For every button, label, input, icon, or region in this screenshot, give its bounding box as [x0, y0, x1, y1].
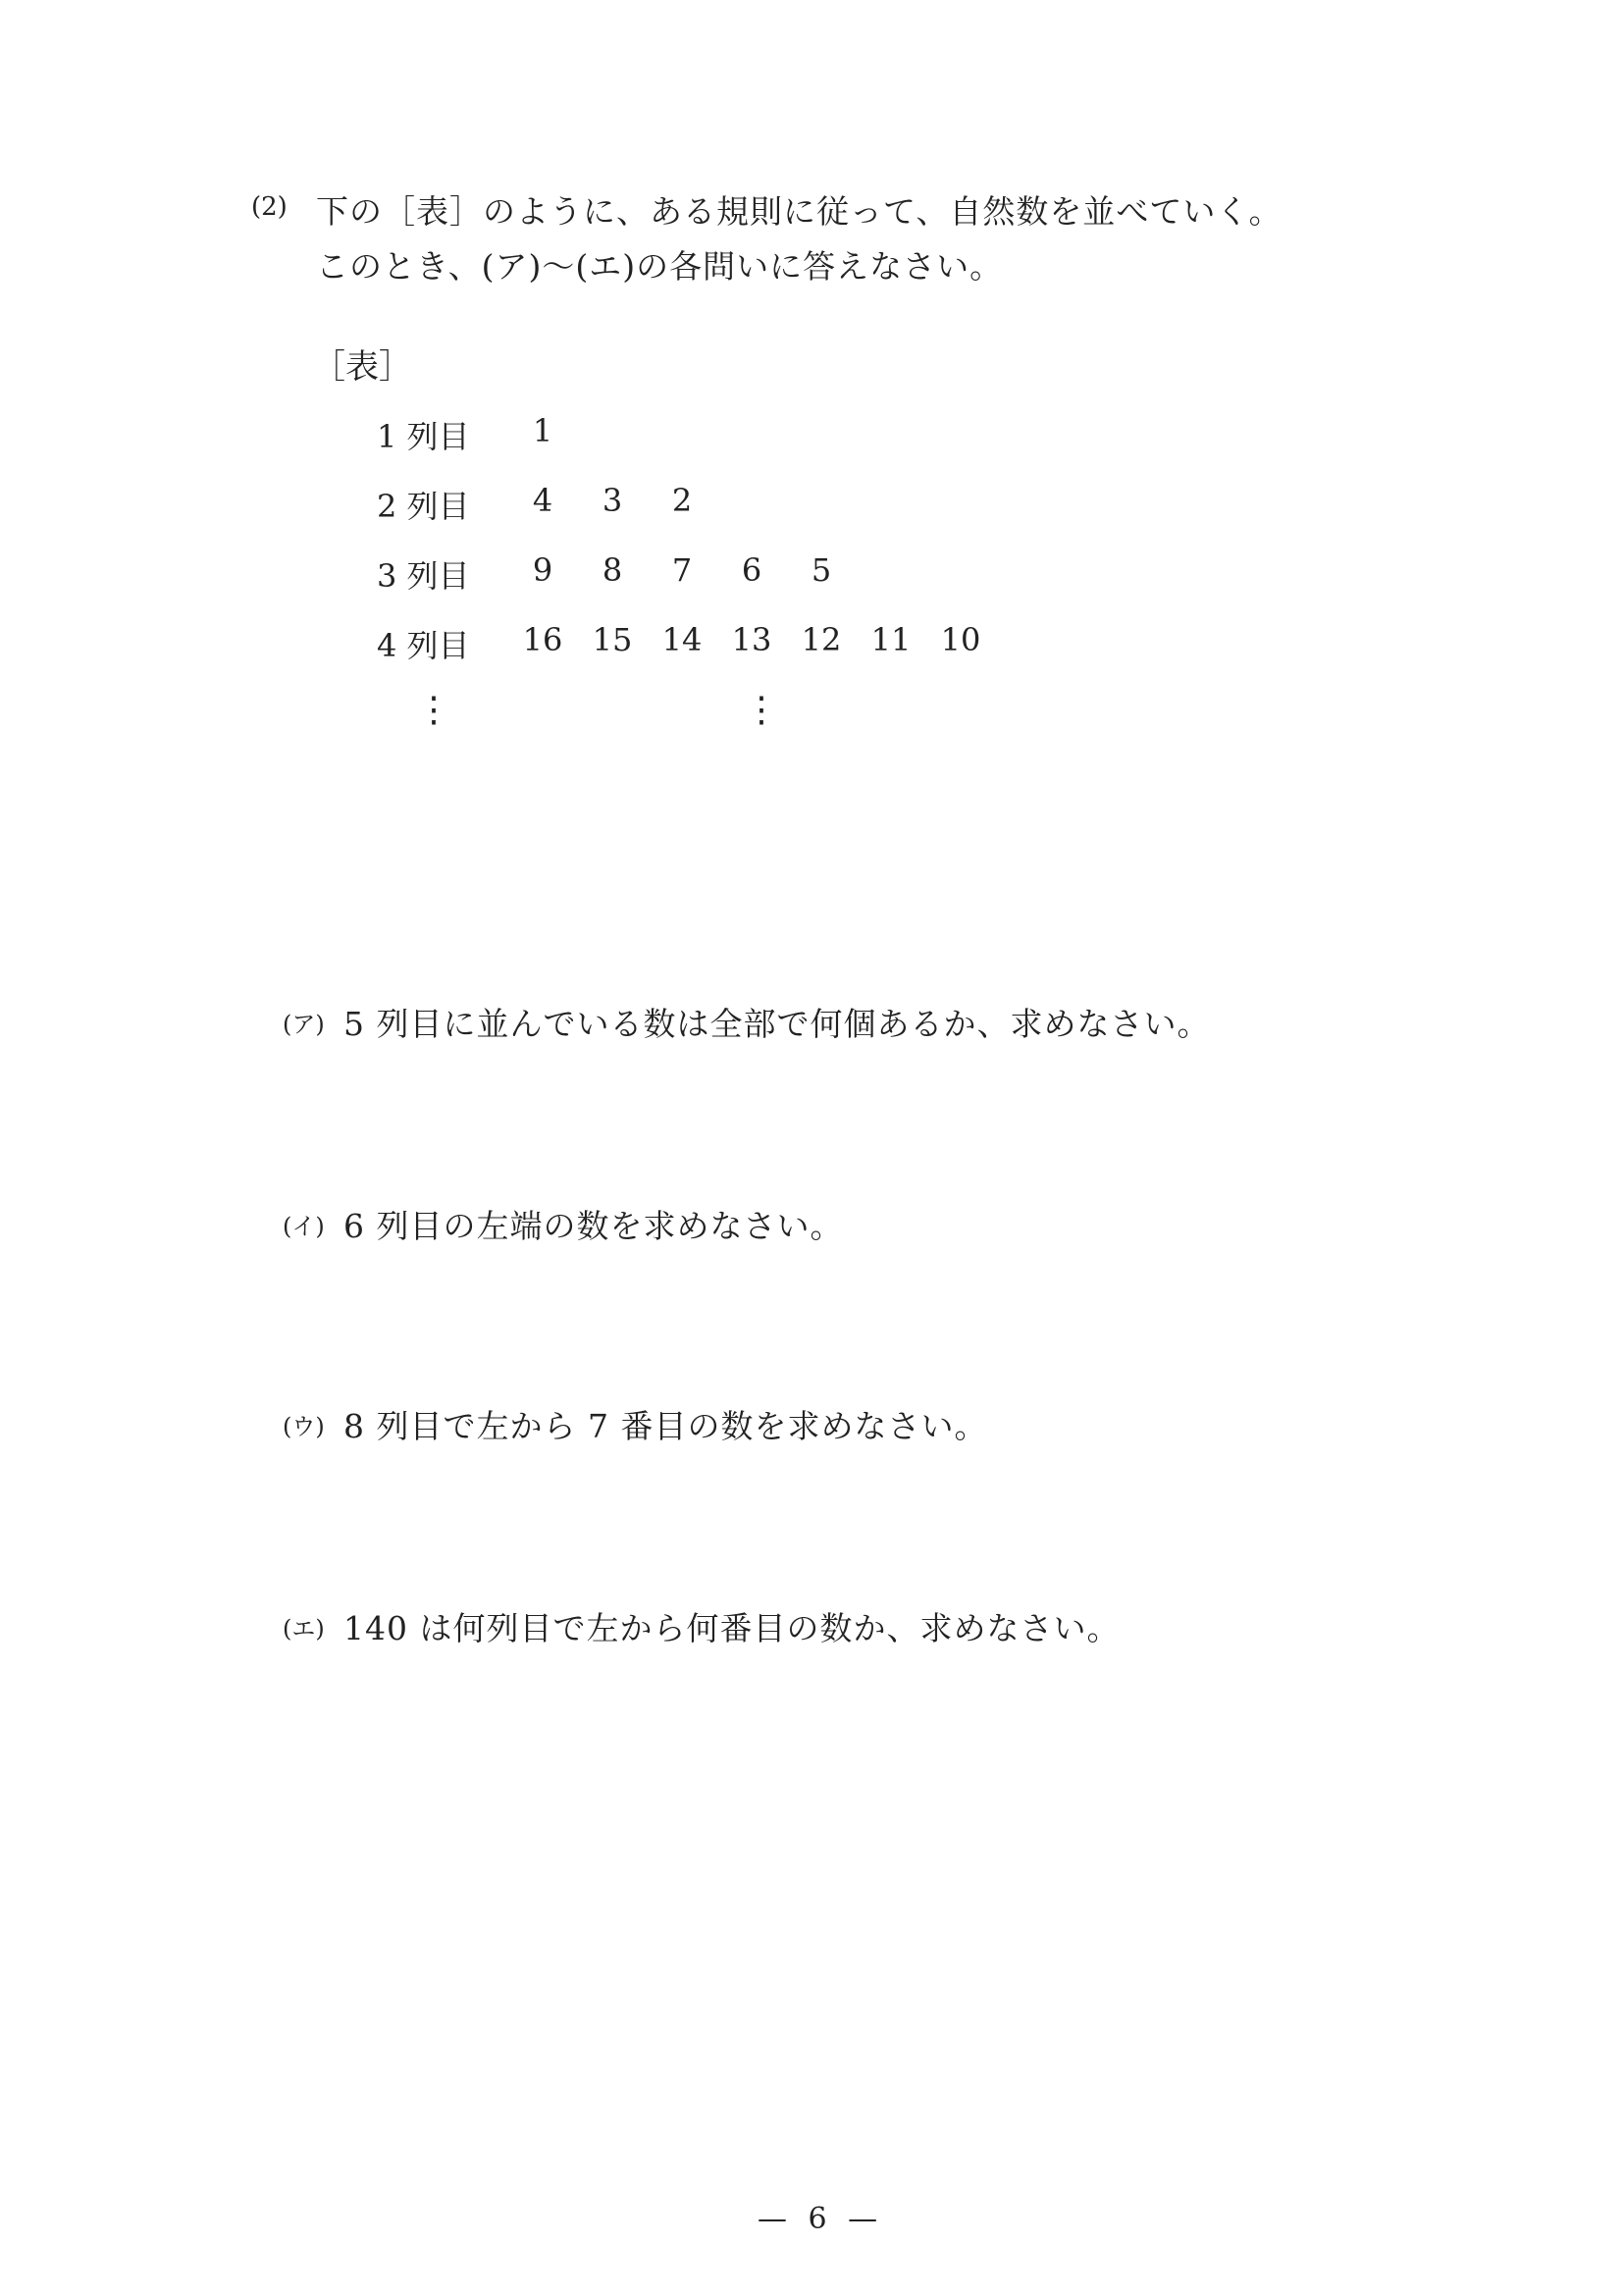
table-cell: 11	[870, 621, 912, 658]
table-row-label: 1 列目	[377, 418, 470, 455]
table-cell: 6	[741, 551, 762, 589]
table-cell: 10	[940, 621, 981, 658]
subquestion-label: (ウ)	[283, 1413, 325, 1440]
subquestion-text: 140 は何列目で左から何番目の数か、求めなさい。	[343, 1609, 1121, 1647]
question-number: (2)	[251, 192, 288, 222]
table-cell: 8	[602, 551, 623, 589]
table-cell: 16	[522, 621, 563, 658]
vertical-ellipsis-middle: ⋮	[744, 690, 779, 730]
table-cell: 13	[731, 621, 772, 658]
table-label: ［表］	[312, 347, 412, 387]
subquestion-text: 8 列目で左から 7 番目の数を求めなさい。	[343, 1407, 988, 1445]
table-cell: 7	[671, 551, 693, 589]
question-intro-line1: 下の［表］のように、ある規則に従って、自然数を並べていく。	[316, 192, 1283, 231]
table-cell: 14	[661, 621, 703, 658]
table-cell: 15	[592, 621, 633, 658]
table-cell: 3	[602, 482, 623, 519]
table-cell: 4	[532, 482, 553, 519]
table-cell: 9	[532, 551, 553, 589]
subquestion-label: (イ)	[283, 1213, 325, 1240]
question-intro-line2: このとき、(ア)〜(エ)の各問いに答えなさい。	[316, 247, 1004, 286]
subquestion-label: (エ)	[283, 1615, 325, 1643]
page-number: — 6 —	[758, 2202, 884, 2236]
subquestion-text: 5 列目に並んでいる数は全部で何個あるか、求めなさい。	[343, 1005, 1211, 1043]
table-cell: 2	[671, 482, 693, 519]
table-row-label: 4 列目	[377, 627, 470, 664]
subquestion-text: 6 列目の左端の数を求めなさい。	[343, 1207, 844, 1245]
vertical-ellipsis-left: ⋮	[416, 690, 451, 730]
subquestion-label: (ア)	[283, 1011, 325, 1038]
table-cell: 5	[811, 551, 832, 589]
table-cell: 1	[532, 412, 553, 449]
table-cell: 12	[801, 621, 842, 658]
table-row-label: 3 列目	[377, 557, 470, 595]
table-row-label: 2 列目	[377, 488, 470, 525]
